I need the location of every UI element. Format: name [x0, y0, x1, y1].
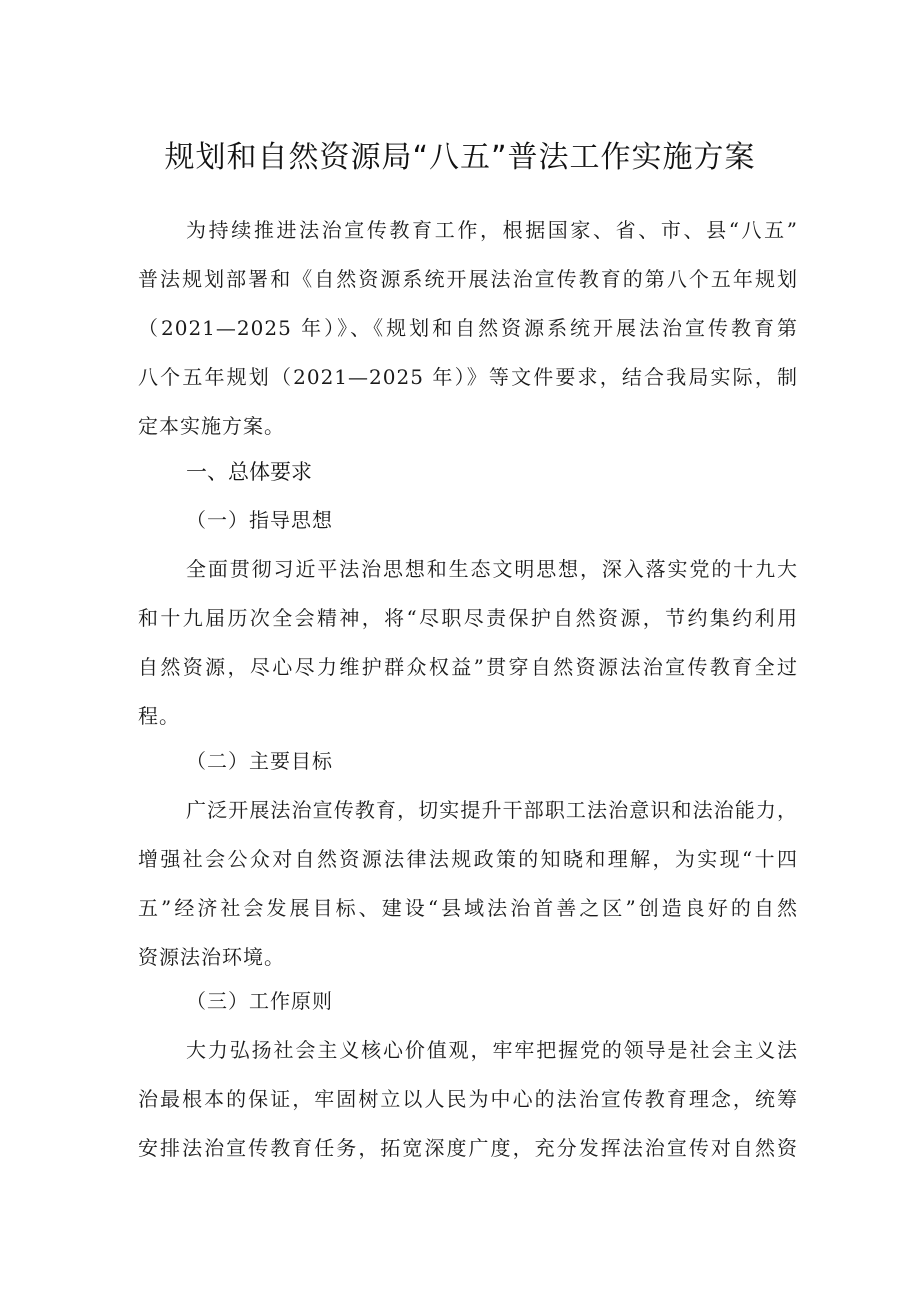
guiding-ideology-paragraph: [138, 545, 798, 741]
intro-line-4: 八个五年规划（2021—2025 年）》等文件要求，结合我局实际，制: [138, 365, 798, 389]
document-title: 规划和自然资源局“八五”普法工作实施方案: [164, 140, 756, 175]
goals-line-2: 增强社会公众对自然资源法律法规政策的知晓和理解，为实现“十四: [138, 847, 798, 871]
main-goals-paragraph: [138, 786, 798, 982]
guiding-line-2: 和十九届历次全会精神，将“尽职尽责保护自然资源，节约集约利用: [138, 606, 798, 630]
intro-paragraph: [138, 206, 798, 451]
goals-line-1: 广泛开展法治宣传教育，切实提升干部职工法治意识和法治能力，: [186, 798, 798, 822]
goals-line-3: 五”经济社会发展目标、建设“县域法治首善之区”创造良好的自然: [138, 896, 798, 920]
intro-line-3: （2021—2025 年）》、《规划和自然资源系统开展法治宣传教育第: [138, 316, 798, 340]
subsection-heading-main-goals: （二）主要目标: [186, 749, 333, 773]
principles-line-1: 大力弘扬社会主义核心价值观，牢牢把握党的领导是社会主义法: [186, 1038, 798, 1062]
goals-line-4: 资源法治环境。: [138, 945, 285, 969]
section-heading-general-requirements: 一、总体要求: [186, 460, 312, 484]
principles-line-2: 治最根本的保证，牢固树立以人民为中心的法治宣传教育理念，统筹: [138, 1087, 798, 1111]
guiding-line-4: 程。: [138, 704, 180, 728]
guiding-line-3: 自然资源，尽心尽力维护群众权益”贯穿自然资源法治宣传教育全过: [138, 655, 798, 679]
intro-line-5: 定本实施方案。: [138, 414, 285, 438]
subsection-heading-guiding-ideology: （一）指导思想: [186, 508, 333, 532]
intro-line-1: 为持续推进法治宣传教育工作，根据国家、省、市、县“八五”: [186, 218, 798, 242]
work-principles-paragraph: [138, 1026, 798, 1173]
guiding-line-1: 全面贯彻习近平法治思想和生态文明思想，深入落实党的十九大: [186, 557, 798, 581]
intro-line-2: 普法规划部署和《自然资源系统开展法治宣传教育的第八个五年规划: [138, 267, 798, 291]
principles-line-3: 安排法治宣传教育任务，拓宽深度广度，充分发挥法治宣传对自然资: [138, 1136, 798, 1160]
subsection-heading-work-principles: （三）工作原则: [186, 989, 333, 1013]
